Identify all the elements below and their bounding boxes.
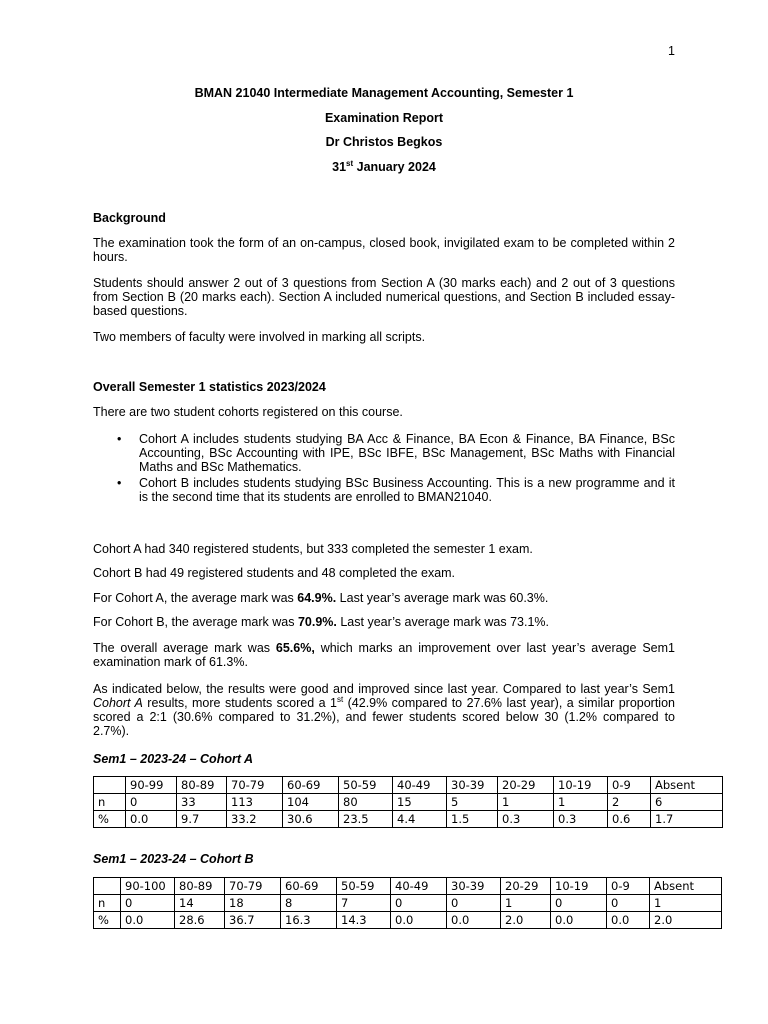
header-cell: 50-59 bbox=[339, 777, 393, 794]
table-cell: 0 bbox=[126, 794, 177, 811]
header-cell: 50-59 bbox=[337, 878, 391, 895]
table-cell: 0 bbox=[551, 895, 607, 912]
cohort-a-average-pre: For Cohort A, the average mark was bbox=[93, 591, 298, 605]
header-cell: Absent bbox=[650, 878, 722, 895]
table-row bbox=[94, 811, 723, 828]
table-cell: 104 bbox=[283, 794, 339, 811]
page-number: 1 bbox=[668, 44, 675, 58]
cohort-a-average-post: Last year’s average mark was 60.3%. bbox=[336, 591, 549, 605]
table-cell: 18 bbox=[225, 895, 281, 912]
background-heading: Background bbox=[93, 211, 166, 225]
background-p1-block bbox=[93, 236, 675, 264]
table-row bbox=[94, 794, 723, 811]
header-cell bbox=[94, 878, 121, 895]
table-cell: 1 bbox=[650, 895, 722, 912]
table-cell: n bbox=[94, 794, 126, 811]
table-cell: 0.0 bbox=[447, 912, 501, 929]
table-cell: 4.4 bbox=[393, 811, 447, 828]
date-day: 31 bbox=[332, 159, 347, 174]
table-cell: 36.7 bbox=[225, 912, 281, 929]
results-summary-block bbox=[93, 682, 675, 738]
table-cell: 2 bbox=[608, 794, 651, 811]
background-paragraph-2: Students should answer 2 out of 3 questions from Section A (30 marks each) and 2 out of 3 questions from Section B (20 marks each). Section A included numerical questions, and Section B included essay-based questions. bbox=[93, 276, 675, 318]
table-cell: 28.6 bbox=[175, 912, 225, 929]
cohort-b-average-pre: For Cohort B, the average mark was bbox=[93, 615, 298, 629]
table-cell: 0.0 bbox=[121, 912, 175, 929]
cohort-a-average-value: 64.9%. bbox=[297, 591, 337, 605]
overall-average-value: 65.6%, bbox=[275, 641, 315, 655]
cohort-a-reg-block bbox=[93, 542, 675, 556]
table-header-row bbox=[94, 777, 723, 794]
results-summary-cohort: Cohort A bbox=[93, 696, 143, 710]
overall-average-pre: The overall average mark was bbox=[93, 641, 276, 655]
table-cell: 23.5 bbox=[339, 811, 393, 828]
table-cell: 6 bbox=[651, 794, 723, 811]
overall-intro: There are two student cohorts registered on this course. bbox=[93, 405, 403, 419]
cohort-a-average-block bbox=[93, 591, 675, 605]
table-cell: 2.0 bbox=[501, 912, 551, 929]
header-cell: 80-89 bbox=[175, 878, 225, 895]
results-summary-part-1: As indicated below, the results were good and improved since last year. Compared to last year’s Sem1 bbox=[93, 682, 675, 696]
table-cell: 8 bbox=[281, 895, 337, 912]
cohort-b-average-value: 70.9%. bbox=[297, 615, 337, 629]
table-cell: 0.3 bbox=[554, 811, 608, 828]
cohort-b-table bbox=[93, 877, 722, 929]
results-summary-part-3: (42.9% compared to 27.6% last year), a similar proportion scored a 2:1 (30.6% compared to 31.2%), and fewer students scored below 30 (1.2% compared to 2.7%). bbox=[93, 696, 675, 738]
header-cell: 10-19 bbox=[554, 777, 608, 794]
header-cell: Absent bbox=[651, 777, 723, 794]
table-cell: 0 bbox=[447, 895, 501, 912]
table-cell: n bbox=[94, 895, 121, 912]
header-cell: 60-69 bbox=[283, 777, 339, 794]
header-cell: 40-49 bbox=[393, 777, 447, 794]
cohort-b-average-post: Last year’s average mark was 73.1%. bbox=[336, 615, 550, 629]
header-cell: 80-89 bbox=[177, 777, 227, 794]
cohort-a-average bbox=[93, 591, 675, 605]
cohort-b-bullet bbox=[93, 476, 675, 504]
table-cell: % bbox=[94, 912, 121, 929]
bullet-point: • bbox=[117, 476, 122, 490]
table-cell: 113 bbox=[227, 794, 283, 811]
table-cell: 0 bbox=[607, 895, 650, 912]
background-paragraph-1: The examination took the form of an on-campus, closed book, invigilated exam to be completed within 2 hours. bbox=[93, 236, 675, 264]
table-cell: 0 bbox=[391, 895, 447, 912]
table-cell: 0.0 bbox=[607, 912, 650, 929]
table-cell: 0 bbox=[121, 895, 175, 912]
report-date bbox=[0, 160, 768, 185]
header-cell: 90-100 bbox=[121, 878, 175, 895]
bullet-point: • bbox=[117, 432, 122, 446]
table-header-row bbox=[94, 878, 722, 895]
table-cell: 16.3 bbox=[281, 912, 337, 929]
table-cell: 15 bbox=[393, 794, 447, 811]
cohort-a-registration: Cohort A had 340 registered students, but 333 completed the semester 1 exam. bbox=[93, 542, 533, 556]
results-summary-sup: st bbox=[336, 694, 344, 704]
header-cell: 0-9 bbox=[608, 777, 651, 794]
overall-heading: Overall Semester 1 statistics 2023/2024 bbox=[93, 380, 326, 394]
table-cell: 1 bbox=[498, 794, 554, 811]
cohort-a-bullet bbox=[93, 432, 675, 474]
overall-average-post: which marks an improvement over last year’s average Sem1 examination mark of 61.3%. bbox=[93, 641, 675, 669]
overall-average bbox=[93, 641, 675, 669]
header-cell: 0-9 bbox=[607, 878, 650, 895]
table-row bbox=[94, 895, 722, 912]
header-cell: 20-29 bbox=[498, 777, 554, 794]
cohort-b-average bbox=[93, 615, 675, 629]
cohort-b-bullet-text: Cohort B includes students studying BSc Business Accounting. This is a new programme and it is the second time that its students are enrolled to BMAN21040. bbox=[139, 476, 675, 504]
cohort-bullet-list bbox=[93, 432, 675, 506]
header-cell: 90-99 bbox=[126, 777, 177, 794]
header-cell: 30-39 bbox=[447, 878, 501, 895]
overall-heading-block bbox=[93, 380, 675, 394]
table-cell: 80 bbox=[339, 794, 393, 811]
table-cell: 9.7 bbox=[177, 811, 227, 828]
table-row bbox=[94, 912, 722, 929]
table-cell: 1.7 bbox=[651, 811, 723, 828]
results-summary bbox=[93, 682, 675, 738]
table-cell: % bbox=[94, 811, 126, 828]
header-cell: 60-69 bbox=[281, 878, 337, 895]
table-cell: 5 bbox=[447, 794, 498, 811]
table-cell: 2.0 bbox=[650, 912, 722, 929]
cohort-b-average-block bbox=[93, 615, 675, 629]
author-name: Dr Christos Begkos bbox=[325, 135, 443, 149]
table-cell: 0.6 bbox=[608, 811, 651, 828]
table-cell: 1.5 bbox=[447, 811, 498, 828]
overall-average-block bbox=[93, 641, 675, 669]
table-cell: 14.3 bbox=[337, 912, 391, 929]
table-cell: 33.2 bbox=[227, 811, 283, 828]
table-cell: 33 bbox=[177, 794, 227, 811]
date-rest: January 2024 bbox=[353, 159, 436, 174]
results-summary-part-2: results, more students scored a 1 bbox=[142, 696, 337, 710]
background-paragraph-3: Two members of faculty were involved in marking all scripts. bbox=[93, 330, 426, 344]
header-cell bbox=[94, 777, 126, 794]
cohort-b-table-title: Sem1 – 2023-24 – Cohort B bbox=[93, 852, 254, 866]
header-cell: 70-79 bbox=[225, 878, 281, 895]
table-cell: 0.0 bbox=[391, 912, 447, 929]
background-heading-block bbox=[93, 211, 675, 225]
table-cell: 1 bbox=[501, 895, 551, 912]
cohort-a-table bbox=[93, 776, 723, 828]
header-cell: 70-79 bbox=[227, 777, 283, 794]
table-cell: 1 bbox=[554, 794, 608, 811]
table-cell: 0.3 bbox=[498, 811, 554, 828]
background-p2-block bbox=[93, 276, 675, 318]
header-cell: 40-49 bbox=[391, 878, 447, 895]
table-cell: 0.0 bbox=[551, 912, 607, 929]
course-title: BMAN 21040 Intermediate Management Accounting, Semester 1 bbox=[194, 86, 574, 100]
table-cell: 0.0 bbox=[126, 811, 177, 828]
table-cell: 30.6 bbox=[283, 811, 339, 828]
header-cell: 20-29 bbox=[501, 878, 551, 895]
report-header bbox=[0, 86, 768, 184]
background-p3-block bbox=[93, 330, 675, 344]
cohort-b-reg-block bbox=[93, 566, 675, 580]
date-suffix: st bbox=[346, 158, 354, 168]
table-cell: 7 bbox=[337, 895, 391, 912]
cohort-a-table-title: Sem1 – 2023-24 – Cohort A bbox=[93, 752, 254, 766]
table-cell: 14 bbox=[175, 895, 225, 912]
cohort-a-bullet-text: Cohort A includes students studying BA Acc & Finance, BA Econ & Finance, BA Finance, BSc Accounting, BSc Accounting with IPE, BSc IBFE, BSc Management, BSc Maths with Financial Maths and BSc Mathematics. bbox=[139, 432, 675, 474]
overall-intro-block bbox=[93, 405, 675, 419]
cohort-b-registration: Cohort B had 49 registered students and 48 completed the exam. bbox=[93, 566, 456, 580]
report-title: Examination Report bbox=[324, 110, 444, 125]
header-cell: 10-19 bbox=[551, 878, 607, 895]
header-cell: 30-39 bbox=[447, 777, 498, 794]
